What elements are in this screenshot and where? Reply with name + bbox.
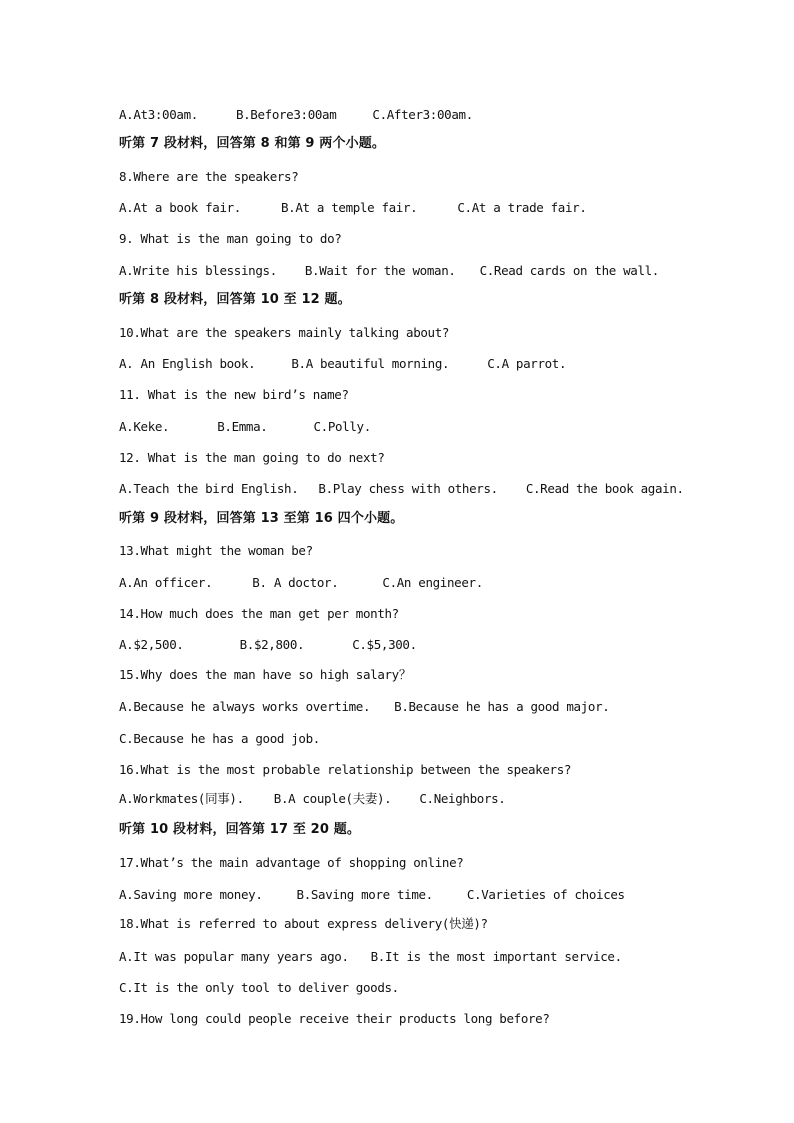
question-text: 11. What is the new bird’s name? <box>119 387 349 402</box>
options-line <box>119 481 684 497</box>
option-b: B.A beautiful morning. <box>291 356 450 371</box>
section-heading: 听第 10 段材料，回答第 17 至 20 题。 <box>119 822 361 837</box>
option-a: A.Keke. <box>119 419 170 434</box>
options-line <box>119 356 566 372</box>
question-text: 16.What is the most probable relationship between the speakers? <box>119 762 572 777</box>
options-line <box>119 107 473 123</box>
options-line <box>119 791 505 807</box>
options-line <box>119 419 371 435</box>
option-a: A.Teach the bird English. <box>119 481 299 496</box>
option-a: A.At3:00am. <box>119 107 198 122</box>
option-a: A.Saving more money. <box>119 887 263 902</box>
options-line <box>119 637 417 653</box>
options-line <box>119 699 609 715</box>
section-heading: 听第 7 段材料，回答第 8 和第 9 两个小题。 <box>119 136 386 151</box>
option-a: A.At a book fair. <box>119 200 241 215</box>
section-heading: 听第 8 段材料，回答第 10 至 12 题。 <box>119 292 351 307</box>
options-line <box>119 200 587 216</box>
option-c: C.Read the book again. <box>525 481 684 496</box>
option-c: C.It is the only tool to deliver goods. <box>119 980 399 995</box>
question-text: 19.How long could people receive their products long before? <box>119 1011 550 1026</box>
option-b: B.Saving more time. <box>296 887 433 902</box>
question-text: 14.How much does the man get per month? <box>119 606 399 621</box>
option-b: B.Play chess with others. <box>318 481 498 496</box>
option-a: A.$2,500. <box>119 637 184 652</box>
option-c: C.Neighbors. <box>419 791 506 806</box>
option-c: C.Varieties of choices <box>466 887 625 902</box>
option-c: C.A parrot. <box>487 356 567 371</box>
option-b: B.A couple(夫妻). <box>273 791 392 806</box>
question-text: 12. What is the man going to do next? <box>119 450 385 465</box>
question-text: 8.Where are the speakers? <box>119 169 299 184</box>
option-b: B.Before3:00am <box>235 107 337 122</box>
option-a: A.Write his blessings. <box>119 263 277 278</box>
question-text: 17.What’s the main advantage of shopping online? <box>119 855 464 870</box>
question-text: 10.What are the speakers mainly talking about? <box>119 325 450 340</box>
options-line <box>119 575 483 591</box>
option-b: B. A doctor. <box>252 575 339 590</box>
option-c: C.At a trade fair. <box>457 200 587 215</box>
option-c: C.An engineer. <box>382 575 483 590</box>
options-line <box>119 263 659 279</box>
option-a: A.An officer. <box>119 575 213 590</box>
option-a: A. An English book. <box>119 356 256 371</box>
option-b: B.At a temple fair. <box>281 200 418 215</box>
option-c: C.After3:00am. <box>372 107 473 122</box>
option-b: B.It is the most important service. <box>370 949 622 964</box>
question-text: 18.What is referred to about express delivery(快递)? <box>119 916 488 931</box>
option-c: C.$5,300. <box>352 637 417 652</box>
option-b: B.Wait for the woman. <box>304 263 456 278</box>
question-text: 9. What is the man going to do? <box>119 231 342 246</box>
question-text: 13.What might the woman be? <box>119 543 313 558</box>
option-b: B.$2,800. <box>239 637 305 652</box>
question-text: 15.Why does the man have so high salary？ <box>119 667 412 682</box>
option-b: B.Emma. <box>217 419 268 434</box>
option-b: B.Because he has a good major. <box>394 699 610 714</box>
section-heading: 听第 9 段材料，回答第 13 至第 16 四个小题。 <box>119 511 404 526</box>
option-a: A.Workmates(同事). <box>119 791 244 806</box>
options-line <box>119 887 625 903</box>
options-line <box>119 949 622 965</box>
option-a: A.Because he always works overtime. <box>119 699 371 714</box>
option-c: C.Polly. <box>313 419 371 434</box>
option-c: C.Because he has a good job. <box>119 731 320 746</box>
option-a: A.It was popular many years ago. <box>119 949 349 964</box>
option-c: C.Read cards on the wall. <box>479 263 659 278</box>
